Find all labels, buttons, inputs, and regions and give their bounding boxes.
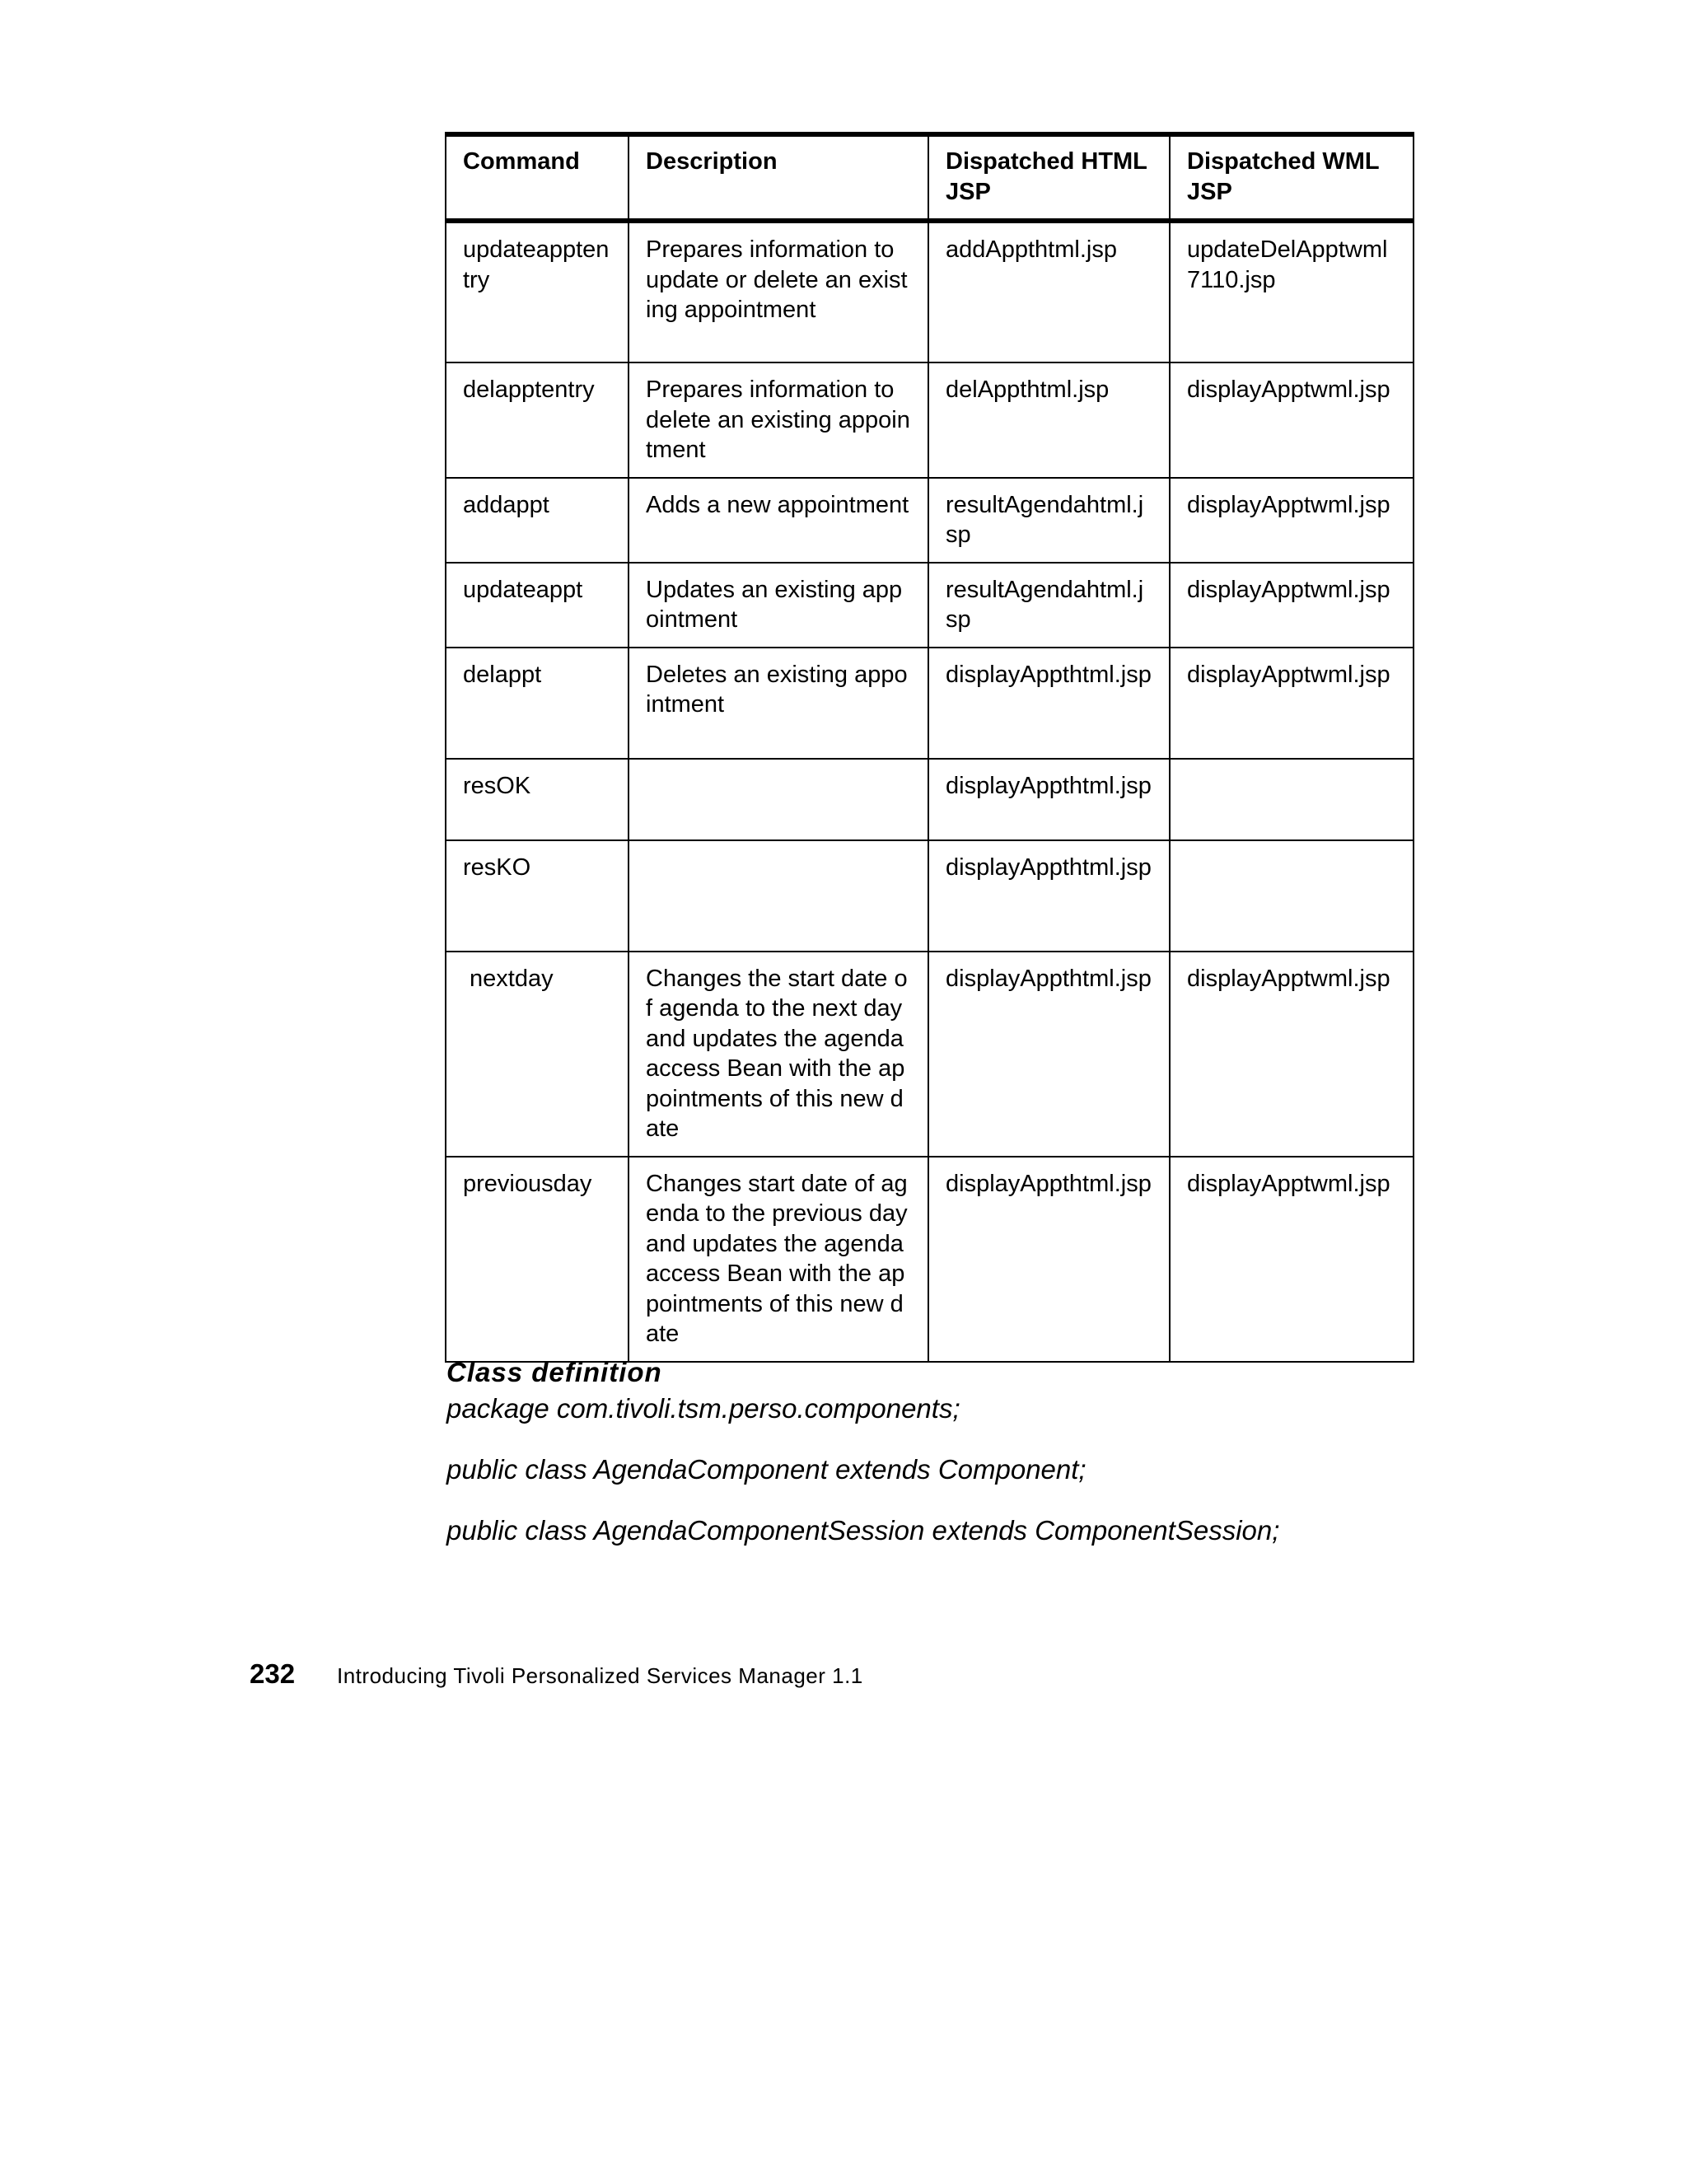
cell-wml-jsp: updateDelApptwml7110.jsp [1170, 221, 1414, 362]
cell-html-jsp: delAppthtml.jsp [928, 362, 1170, 478]
header-command: Command [446, 134, 629, 221]
cell-command: nextday [446, 952, 629, 1157]
cell-description: Deletes an existing appointment [629, 648, 928, 759]
cell-html-jsp: displayAppthtml.jsp [928, 952, 1170, 1157]
cell-html-jsp: displayAppthtml.jsp [928, 840, 1170, 952]
cell-command: resOK [446, 759, 629, 840]
package-declaration: package com.tivoli.tsm.perso.components; [446, 1393, 960, 1424]
cell-wml-jsp: displayApptwml.jsp [1170, 563, 1414, 648]
cell-html-jsp: displayAppthtml.jsp [928, 759, 1170, 840]
class-definition-heading: Class definition [446, 1357, 662, 1387]
table-row [446, 1157, 1414, 1362]
cell-command: updateappt [446, 563, 629, 648]
cell-wml-jsp: displayApptwml.jsp [1170, 1157, 1414, 1362]
cell-wml-jsp [1170, 840, 1414, 952]
header-dispatched-wml-jsp: Dispatched WML JSP [1170, 134, 1414, 221]
cell-wml-jsp: displayApptwml.jsp [1170, 362, 1414, 478]
cell-html-jsp: addAppthtml.jsp [928, 221, 1170, 362]
cell-command: resKO [446, 840, 629, 952]
command-table [445, 132, 1414, 1363]
page-number: 232 [250, 1658, 296, 1689]
header-description: Description [629, 134, 928, 221]
cell-command: addappt [446, 478, 629, 563]
cell-description: Prepares information to delete an existing appointment [629, 362, 928, 478]
cell-description: Changes start date of agenda to the previous day and updates the agenda access Bean with the appointments of this new date [629, 1157, 928, 1362]
table-row [446, 648, 1414, 759]
class-declaration-agenda-component-session: public class AgendaComponentSession extends ComponentSession; [446, 1515, 1280, 1546]
cell-description: Changes the start date of agenda to the next day and updates the agenda access Bean with the appointments of this new date [629, 952, 928, 1157]
header-dispatched-html-jsp: Dispatched HTML JSP [928, 134, 1170, 221]
cell-html-jsp: displayAppthtml.jsp [928, 1157, 1170, 1362]
cell-description: Adds a new appointment [629, 478, 928, 563]
cell-html-jsp: displayAppthtml.jsp [928, 648, 1170, 759]
class-definition-section [446, 1356, 1435, 1547]
cell-description: Updates an existing appointment [629, 563, 928, 648]
cell-wml-jsp: displayApptwml.jsp [1170, 478, 1414, 563]
table-row [446, 362, 1414, 478]
cell-wml-jsp: displayApptwml.jsp [1170, 952, 1414, 1157]
table-row [446, 478, 1414, 563]
cell-description [629, 840, 928, 952]
table-row [446, 840, 1414, 952]
cell-command: previousday [446, 1157, 629, 1362]
table-row [446, 563, 1414, 648]
cell-command: updateapptentry [446, 221, 629, 362]
page-footer [250, 1658, 1403, 1690]
table-row [446, 952, 1414, 1157]
footer-book-title: Introducing Tivoli Personalized Services Manager 1.1 [337, 1663, 863, 1688]
cell-html-jsp: resultAgendahtml.jsp [928, 478, 1170, 563]
table-header-row [446, 134, 1414, 221]
table-row [446, 759, 1414, 840]
cell-html-jsp: resultAgendahtml.jsp [928, 563, 1170, 648]
cell-command: delappt [446, 648, 629, 759]
cell-wml-jsp [1170, 759, 1414, 840]
class-declaration-agenda-component: public class AgendaComponent extends Component; [446, 1454, 1087, 1485]
cell-description: Prepares information to update or delete an existing appointment [629, 221, 928, 362]
table-row [446, 221, 1414, 362]
cell-command: delapptentry [446, 362, 629, 478]
cell-wml-jsp: displayApptwml.jsp [1170, 648, 1414, 759]
cell-description [629, 759, 928, 840]
